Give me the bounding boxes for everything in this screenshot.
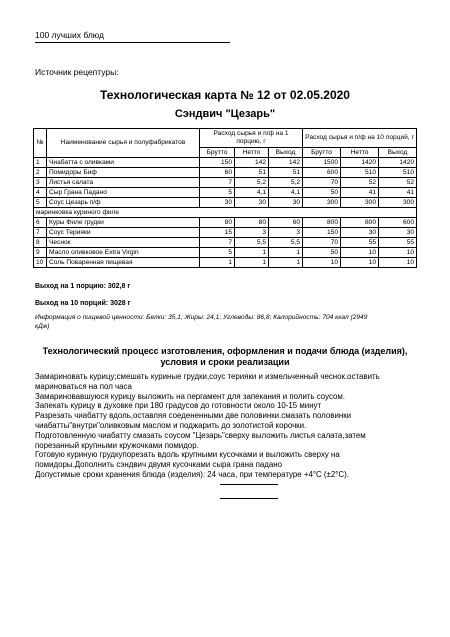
document-title: Технологическая карта № 12 от 02.05.2020 bbox=[100, 88, 350, 102]
section-label: маринковка куриного филе bbox=[34, 208, 417, 218]
row-number: 10 bbox=[34, 258, 47, 268]
row-number: 9 bbox=[34, 248, 47, 258]
value-netto-10: 10 bbox=[341, 258, 379, 268]
table-row bbox=[34, 248, 417, 258]
value-output-10: 41 bbox=[379, 188, 417, 198]
value-output-10: 30 bbox=[379, 228, 417, 238]
process-section-title bbox=[30, 346, 420, 368]
row-number: 2 bbox=[34, 168, 47, 178]
value-netto-10: 800 bbox=[341, 218, 379, 228]
process-line: Запекать курицу в духовке при 180 градусов до готовности около 10-15 минут bbox=[35, 401, 322, 411]
value-netto-1: 4,1 bbox=[235, 188, 269, 198]
value-netto-10: 41 bbox=[341, 188, 379, 198]
table-section-row bbox=[34, 208, 417, 218]
value-brutto-1: 5 bbox=[200, 248, 235, 258]
subheader-output: Выход bbox=[269, 148, 303, 158]
value-output-10: 510 bbox=[379, 168, 417, 178]
ingredient-name: Соус Цезарь п/ф bbox=[47, 198, 200, 208]
value-brutto-1: 80 bbox=[200, 218, 235, 228]
ingredient-name: Листья салата bbox=[47, 178, 200, 188]
value-netto-1: 30 bbox=[235, 198, 269, 208]
process-line: Подготовленную чиабатту смазать соусом "Цезарь"сверху выложить листья салата,затем bbox=[35, 430, 366, 440]
dish-name: Сэндвич "Цезарь" bbox=[174, 108, 276, 120]
ingredient-name: Чеснок bbox=[47, 238, 200, 248]
value-brutto-10: 300 bbox=[303, 198, 341, 208]
value-netto-10: 1420 bbox=[341, 158, 379, 168]
subheader-output: Выход bbox=[379, 148, 417, 158]
value-output-10: 55 bbox=[379, 238, 417, 248]
table-row bbox=[34, 198, 417, 208]
ingredients-table bbox=[33, 128, 417, 268]
process-title-line: Технологический процесс изготовления, оформления и подачи блюда (изделия), bbox=[42, 346, 408, 356]
row-number: 4 bbox=[34, 188, 47, 198]
organization-name: 100 лучших блюд bbox=[35, 30, 230, 43]
subheader-brutto: Брутто bbox=[200, 148, 235, 158]
process-line: Замариновавшуюся курицу выложить на пергамент для запекания и полить соусом. bbox=[35, 391, 345, 401]
value-netto-1: 5,5 bbox=[235, 238, 269, 248]
ingredient-name: Сыр Грана Падано bbox=[47, 188, 200, 198]
ingredient-name: Чиабатта с оливками bbox=[47, 158, 200, 168]
value-netto-10: 55 bbox=[341, 238, 379, 248]
value-brutto-1: 60 bbox=[200, 168, 235, 178]
value-output-10: 10 bbox=[379, 248, 417, 258]
process-description bbox=[35, 372, 420, 480]
value-brutto-1: 1 bbox=[200, 258, 235, 268]
table-row bbox=[34, 178, 417, 188]
value-output-1: 1 bbox=[269, 258, 303, 268]
value-brutto-10: 1500 bbox=[303, 158, 341, 168]
process-line: чиабатты"внутри"оливковым маслом и поджарить до золотистой корочки. bbox=[35, 420, 307, 430]
value-output-10: 1420 bbox=[379, 158, 417, 168]
row-number: 1 bbox=[34, 158, 47, 168]
value-brutto-10: 70 bbox=[303, 238, 341, 248]
ingredient-name: Куры Филе грудки bbox=[47, 218, 200, 228]
subheader-netto: Нетто bbox=[235, 148, 269, 158]
signature-line bbox=[220, 498, 278, 499]
ingredient-name: Масло оливковое Extra Virgin bbox=[47, 248, 200, 258]
process-line: Готовую куриную грудкупорезать вдоль крупными кусочками и выложить сверху на bbox=[35, 450, 340, 460]
ingredient-name: Соус Терияки bbox=[47, 228, 200, 238]
value-netto-1: 3 bbox=[235, 228, 269, 238]
table-row bbox=[34, 188, 417, 198]
value-brutto-1: 30 bbox=[200, 198, 235, 208]
row-number: 8 bbox=[34, 238, 47, 248]
process-line: порезанный крупными кружочками помидор. bbox=[35, 440, 199, 450]
table-row bbox=[34, 238, 417, 248]
subheader-brutto: Брутто bbox=[303, 148, 341, 158]
subheader-netto: Нетто bbox=[341, 148, 379, 158]
process-line: Замариновать курицу;смешать куриные грудки,соус терияки и измельченный чеснок.оставить bbox=[35, 372, 380, 381]
value-output-1: 4,1 bbox=[269, 188, 303, 198]
table-row bbox=[34, 258, 417, 268]
value-netto-1: 1 bbox=[235, 248, 269, 258]
value-netto-1: 1 bbox=[235, 258, 269, 268]
value-brutto-1: 150 bbox=[200, 158, 235, 168]
nutrition-info: Информация о пищевой ценности: Белки: 35,1; Жиры: 24,1; Углеводы: 86,8; Калорийность: 704 ккал (2949 кДж) bbox=[35, 314, 368, 330]
ingredient-name: Соль Поваренная пищевая bbox=[47, 258, 200, 268]
value-brutto-1: 7 bbox=[200, 238, 235, 248]
value-brutto-1: 5 bbox=[200, 188, 235, 198]
yield-one-portion: Выход на 1 порцию: 302,8 г bbox=[35, 283, 131, 290]
value-brutto-1: 7 bbox=[200, 178, 235, 188]
process-line: Допустимые сроки хранения блюда (изделия): 24 часа, при температуре +4°С (±2°С). bbox=[35, 469, 349, 479]
col-header-number: № bbox=[34, 129, 47, 158]
value-brutto-1: 15 bbox=[200, 228, 235, 238]
col-header-name: Наименование сырья и полуфабрикатов bbox=[47, 129, 200, 158]
signature-line bbox=[220, 484, 278, 485]
value-output-10: 52 bbox=[379, 178, 417, 188]
value-netto-1: 80 bbox=[235, 218, 269, 228]
value-netto-10: 30 bbox=[341, 228, 379, 238]
table-row bbox=[34, 168, 417, 178]
value-output-1: 142 bbox=[269, 158, 303, 168]
yield-ten-portions: Выход на 10 порций: 3028 г bbox=[35, 300, 131, 307]
value-netto-10: 10 bbox=[341, 248, 379, 258]
ingredients-table-body bbox=[34, 158, 417, 268]
row-number: 3 bbox=[34, 178, 47, 188]
value-output-1: 5,2 bbox=[269, 178, 303, 188]
value-netto-10: 510 bbox=[341, 168, 379, 178]
table-row bbox=[34, 218, 417, 228]
value-output-10: 300 bbox=[379, 198, 417, 208]
value-output-10: 600 bbox=[379, 218, 417, 228]
value-brutto-10: 50 bbox=[303, 248, 341, 258]
row-number: 7 bbox=[34, 228, 47, 238]
value-output-1: 30 bbox=[269, 198, 303, 208]
process-title-line: условия и сроки реализации bbox=[160, 357, 290, 367]
table-row bbox=[34, 228, 417, 238]
value-brutto-10: 70 bbox=[303, 178, 341, 188]
value-output-1: 51 bbox=[269, 168, 303, 178]
value-output-10: 10 bbox=[379, 258, 417, 268]
value-netto-1: 5,2 bbox=[235, 178, 269, 188]
value-netto-1: 142 bbox=[235, 158, 269, 168]
col-header-per-1-portion: Расход сырья и п/ф на 1 порцию, г bbox=[200, 129, 303, 148]
value-brutto-10: 600 bbox=[303, 168, 341, 178]
col-header-per-10-portions: Расход сырья и п/ф на 10 порций, г bbox=[303, 129, 417, 148]
value-output-1: 5,5 bbox=[269, 238, 303, 248]
ingredient-name: Помидоры Биф bbox=[47, 168, 200, 178]
value-brutto-10: 150 bbox=[303, 228, 341, 238]
table-row bbox=[34, 158, 417, 168]
recipe-source-label: Источник рецептуры: bbox=[35, 67, 119, 77]
value-brutto-10: 50 bbox=[303, 188, 341, 198]
row-number: 5 bbox=[34, 198, 47, 208]
process-line: Разрезать чиабатту вдоль,оставляя соедененными две половинки.смазать половинки bbox=[35, 411, 352, 421]
value-netto-10: 300 bbox=[341, 198, 379, 208]
value-netto-1: 51 bbox=[235, 168, 269, 178]
value-output-1: 1 bbox=[269, 248, 303, 258]
value-brutto-10: 800 bbox=[303, 218, 341, 228]
process-line: мариноваться на пол часа bbox=[35, 381, 132, 391]
value-brutto-10: 10 bbox=[303, 258, 341, 268]
process-line: помидоры.Дополнить сэндвич двумя кусочками сыра грана падано bbox=[35, 460, 283, 470]
value-output-1: 3 bbox=[269, 228, 303, 238]
value-output-1: 60 bbox=[269, 218, 303, 228]
row-number: 6 bbox=[34, 218, 47, 228]
value-netto-10: 52 bbox=[341, 178, 379, 188]
